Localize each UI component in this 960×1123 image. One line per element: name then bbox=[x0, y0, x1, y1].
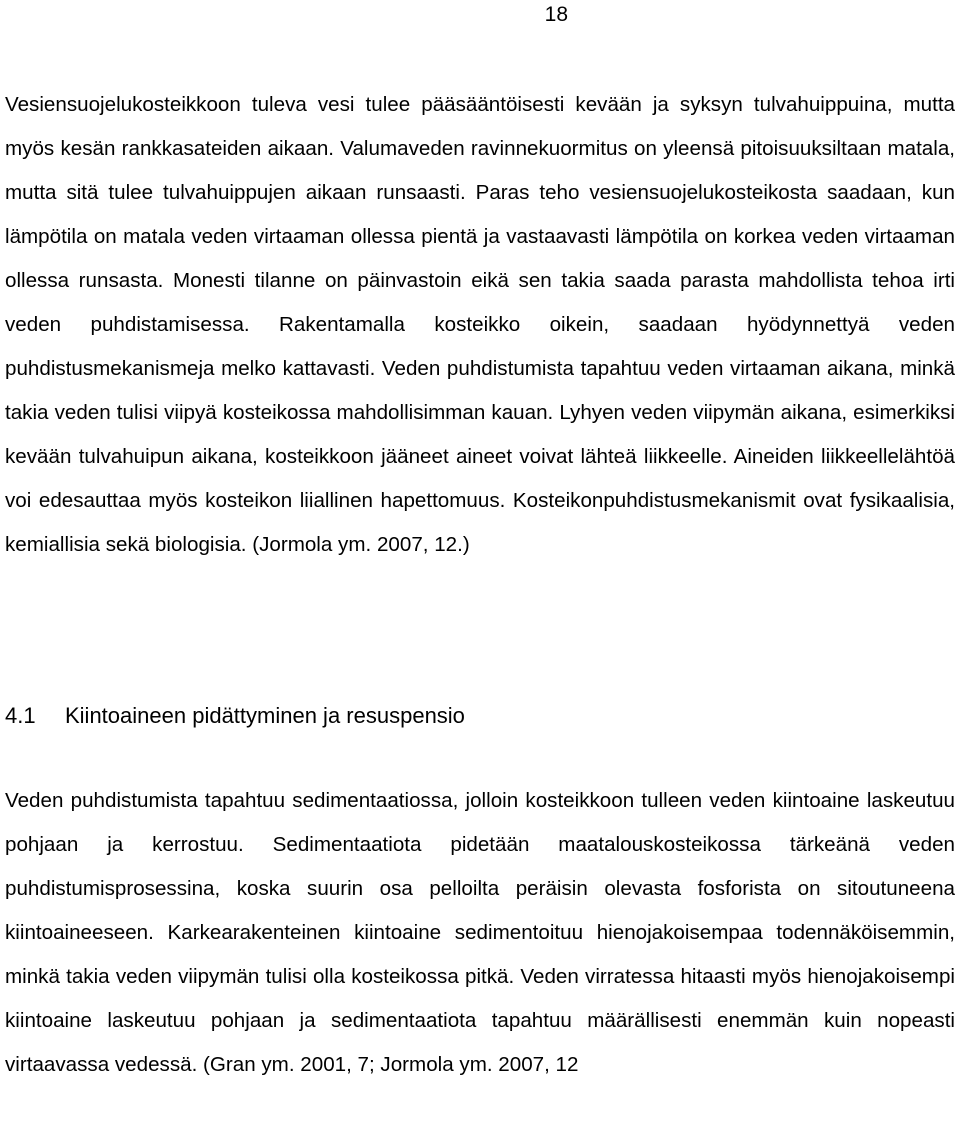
section-heading bbox=[5, 694, 465, 738]
section-title: Kiintoaineen pidättyminen ja resuspensio bbox=[65, 703, 465, 728]
body-paragraph-1: Vesiensuojelukosteikkoon tuleva vesi tulee pääsääntöisesti kevään ja syksyn tulvahuippuina, mutta myös kesän rankkasateiden aikaan. Valumaveden ravinnekuormitus on yleensä pitoisuuksiltaan matala, mutta sitä tulee tulvahuippujen aikaan runsaasti. Paras teho vesiensuojelukosteikosta saadaan, kun lämpötila on matala veden virtaaman ollessa pientä ja vastaavasti lämpötila on korkea veden virtaaman ollessa runsasta. Monesti tilanne on päinvastoin eikä sen takia saada parasta mahdollista tehoa irti veden puhdistamisessa. Rakentamalla kosteikko oikein, saadaan hyödynnettyä veden puhdistusmekanismeja melko kattavasti. Veden puhdistumista tapahtuu veden virtaaman aikana, minkä takia veden tulisi viipyä kosteikossa mahdollisimman kauan. Lyhyen veden viipymän aikana, esimerkiksi kevään tulvahuipun aikana, kosteikkoon jääneet aineet voivat lähteä liikkeelle. Aineiden liikkeellelähtöä voi edesauttaa myös kosteikon liiallinen hapettomuus. Kosteikonpuhdistusmekanismit ovat fysikaalisia, kemiallisia sekä biologisia. (Jormola ym. 2007, 12.) bbox=[5, 93, 955, 556]
page-number: 18 bbox=[544, 3, 568, 26]
section-number: 4.1 bbox=[5, 703, 36, 728]
body-paragraph-2: Veden puhdistumista tapahtuu sedimentaatiossa, jolloin kosteikkoon tulleen veden kiintoaine laskeutuu pohjaan ja kerrostuu. Sedimentaatiota pidetään maatalouskosteikossa tärkeänä veden puhdistumisprosessina, koska suurin osa pelloilta peräisin olevasta fosforista on sitoutuneena kiintoaineeseen. Karkearakenteinen kiintoaine sedimentoituu hienojakoisempaa todennäköisemmin, minkä takia veden viipymän tulisi olla kosteikossa pitkä. Veden virratessa hitaasti myös hienojakoisempi kiintoaine laskeutuu pohjaan ja sedimentaatiota tapahtuu määrällisesti enemmän kuin nopeasti virtaavassa vedessä. (Gran ym. 2001, 7; Jormola ym. 2007, 12 bbox=[5, 789, 955, 1076]
